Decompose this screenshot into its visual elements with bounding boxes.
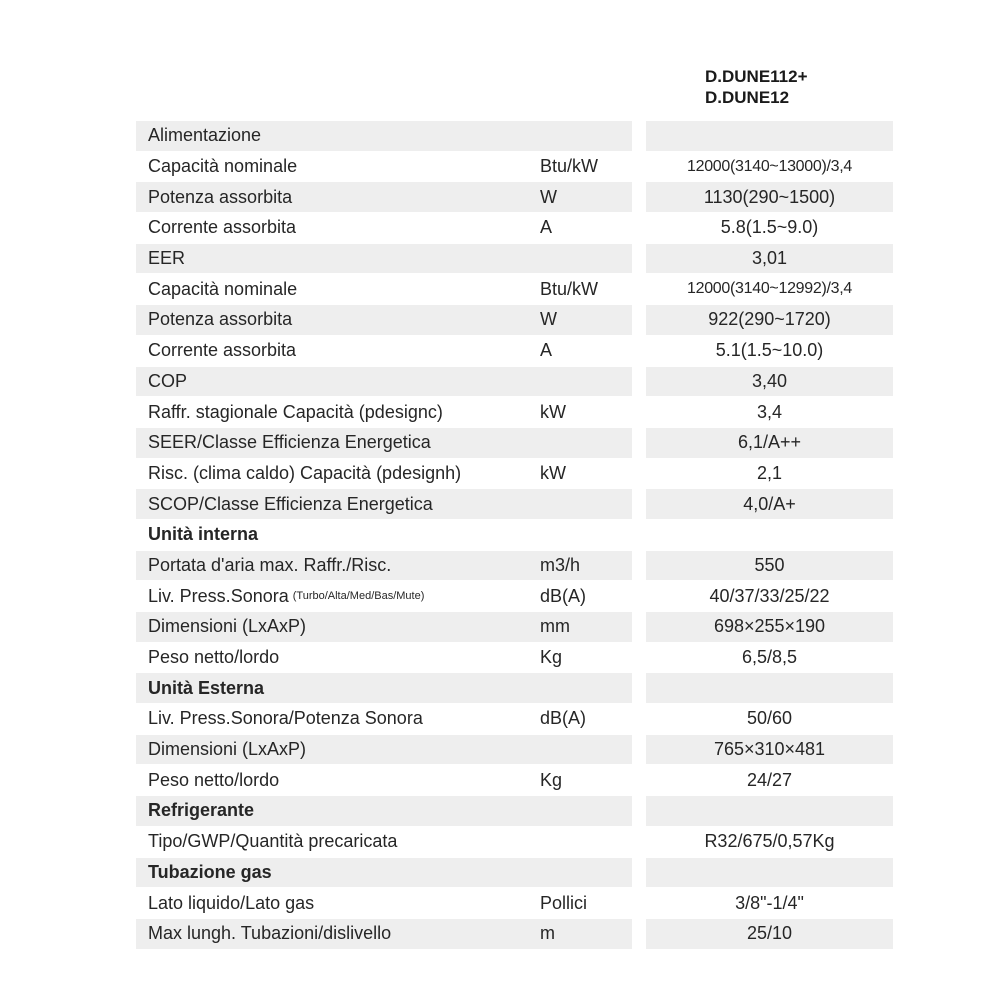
spec-unit: Kg bbox=[540, 769, 563, 790]
spec-label: Unità Esterna bbox=[148, 677, 265, 698]
spec-label-cell bbox=[136, 244, 632, 274]
spec-label-cell bbox=[136, 520, 632, 550]
spec-value bbox=[646, 673, 893, 703]
spec-value bbox=[646, 121, 893, 151]
spec-row bbox=[136, 152, 893, 183]
spec-value: 3,4 bbox=[756, 401, 783, 422]
spec-row bbox=[136, 274, 893, 305]
spec-label-cell bbox=[136, 428, 632, 458]
spec-value: 3,40 bbox=[646, 367, 893, 397]
spec-label: EER bbox=[148, 248, 186, 269]
spec-value: 550 bbox=[646, 551, 893, 581]
spec-label: Refrigerante bbox=[148, 800, 255, 821]
spec-label-cell bbox=[136, 919, 632, 949]
spec-row bbox=[136, 765, 893, 796]
spec-row bbox=[136, 489, 893, 520]
spec-value: 25/10 bbox=[646, 919, 893, 949]
spec-unit: m bbox=[540, 923, 555, 944]
spec-label-cell bbox=[136, 827, 632, 857]
spec-row bbox=[136, 213, 893, 244]
spec-value bbox=[646, 520, 893, 550]
spec-unit: W bbox=[540, 186, 557, 207]
spec-label: COP bbox=[148, 370, 188, 391]
spec-label: Dimensioni (LxAxP) bbox=[148, 739, 307, 760]
spec-value: 5.1(1.5~10.0) bbox=[715, 340, 824, 361]
spec-label: Lato liquido/Lato gas bbox=[148, 892, 315, 913]
spec-row bbox=[136, 244, 893, 275]
spec-label-cell bbox=[136, 305, 632, 335]
spec-value: 3/8"-1/4" bbox=[735, 892, 804, 913]
spec-unit: A bbox=[540, 340, 553, 361]
spec-label: Potenza assorbita bbox=[148, 309, 293, 330]
spec-unit: dB(A) bbox=[540, 585, 587, 606]
spec-unit: Pollici bbox=[540, 892, 588, 913]
spec-value: 6,5/8,5 bbox=[741, 647, 798, 668]
spec-row bbox=[136, 888, 893, 919]
spec-value: 765×310×481 bbox=[646, 735, 893, 765]
spec-unit: Kg bbox=[540, 647, 563, 668]
spec-label: Unità interna bbox=[148, 524, 259, 545]
spec-unit: kW bbox=[540, 462, 566, 483]
spec-label-cell bbox=[136, 182, 632, 212]
spec-label: Alimentazione bbox=[148, 125, 262, 146]
spec-label: Raffr. stagionale Capacità (pdesignc) bbox=[148, 401, 443, 422]
spec-label: SCOP/Classe Efficienza Energetica bbox=[148, 493, 433, 514]
spec-row bbox=[136, 581, 893, 612]
spec-label-cell bbox=[136, 213, 632, 243]
spec-label: Potenza assorbita bbox=[148, 186, 293, 207]
spec-unit: Btu/kW bbox=[540, 278, 599, 299]
spec-label: Tubazione gas bbox=[148, 861, 272, 882]
section-header-row bbox=[136, 673, 893, 704]
spec-row bbox=[136, 551, 893, 582]
section-header-row bbox=[136, 858, 893, 889]
spec-label: Capacità nominale bbox=[148, 278, 298, 299]
spec-unit: kW bbox=[540, 401, 566, 422]
spec-unit: mm bbox=[540, 616, 570, 637]
spec-label: Peso netto/lordo bbox=[148, 769, 280, 790]
spec-row bbox=[136, 735, 893, 766]
spec-value: 2,1 bbox=[756, 462, 783, 483]
spec-table bbox=[136, 121, 893, 950]
spec-label: Corrente assorbita bbox=[148, 340, 297, 361]
spec-row bbox=[136, 827, 893, 858]
spec-unit: m3/h bbox=[540, 554, 581, 575]
spec-unit: W bbox=[540, 309, 557, 330]
section-header-row bbox=[136, 520, 893, 551]
spec-unit: dB(A) bbox=[540, 708, 587, 729]
spec-value: 6,1/A++ bbox=[646, 428, 893, 458]
spec-row bbox=[136, 643, 893, 674]
spec-unit: A bbox=[540, 217, 553, 238]
spec-label: Dimensioni (LxAxP) bbox=[148, 616, 307, 637]
spec-row bbox=[136, 428, 893, 459]
spec-value: 12000(3140~12992)/3,4 bbox=[687, 280, 852, 298]
spec-label-cell bbox=[136, 489, 632, 519]
section-header-row bbox=[136, 796, 893, 827]
spec-label-cell bbox=[136, 367, 632, 397]
spec-row bbox=[136, 336, 893, 367]
spec-label: Risc. (clima caldo) Capacità (pdesignh) bbox=[148, 462, 462, 483]
spec-label: Max lungh. Tubazioni/dislivello bbox=[148, 923, 392, 944]
spec-label: Corrente assorbita bbox=[148, 217, 297, 238]
spec-row bbox=[136, 919, 893, 950]
spec-row bbox=[136, 182, 893, 213]
spec-value: 4,0/A+ bbox=[646, 489, 893, 519]
spec-label-cell bbox=[136, 858, 632, 888]
spec-label-cell bbox=[136, 796, 632, 826]
model-name-secondary: D.DUNE12 bbox=[705, 88, 790, 107]
spec-value: 698×255×190 bbox=[646, 612, 893, 642]
spec-value bbox=[646, 796, 893, 826]
spec-value: 1130(290~1500) bbox=[646, 182, 893, 212]
spec-row bbox=[136, 612, 893, 643]
spec-row bbox=[136, 367, 893, 398]
model-name-primary: D.DUNE112+ bbox=[705, 67, 808, 86]
spec-row bbox=[136, 459, 893, 490]
spec-label: Portata d'aria max. Raffr./Risc. bbox=[148, 554, 392, 575]
spec-label: Liv. Press.Sonora bbox=[148, 585, 289, 606]
spec-value: 922(290~1720) bbox=[646, 305, 893, 335]
spec-value: 40/37/33/25/22 bbox=[709, 585, 830, 606]
spec-row bbox=[136, 121, 893, 152]
spec-value bbox=[646, 858, 893, 888]
spec-value: 5.8(1.5~9.0) bbox=[720, 217, 819, 238]
spec-label: Capacità nominale bbox=[148, 156, 298, 177]
spec-label-cell bbox=[136, 735, 632, 765]
spec-label-cell bbox=[136, 336, 632, 366]
spec-value: 50/60 bbox=[746, 708, 793, 729]
spec-value: 24/27 bbox=[746, 769, 793, 790]
spec-label-cell bbox=[136, 121, 632, 151]
spec-label: Tipo/GWP/Quantità precaricata bbox=[148, 831, 398, 852]
spec-value: 3,01 bbox=[646, 244, 893, 274]
spec-label: Peso netto/lordo bbox=[148, 647, 280, 668]
spec-row bbox=[136, 305, 893, 336]
spec-label-cell bbox=[136, 673, 632, 703]
spec-value: R32/675/0,57Kg bbox=[704, 831, 835, 852]
spec-label: Liv. Press.Sonora/Potenza Sonora bbox=[148, 708, 423, 729]
spec-unit: Btu/kW bbox=[540, 156, 599, 177]
spec-row bbox=[136, 397, 893, 428]
spec-row bbox=[136, 704, 893, 735]
model-header bbox=[705, 66, 808, 108]
spec-value: 12000(3140~13000)/3,4 bbox=[687, 157, 852, 175]
spec-label-note: (Turbo/Alta/Med/Bas/Mute) bbox=[292, 590, 425, 603]
spec-label: SEER/Classe Efficienza Energetica bbox=[148, 432, 431, 453]
